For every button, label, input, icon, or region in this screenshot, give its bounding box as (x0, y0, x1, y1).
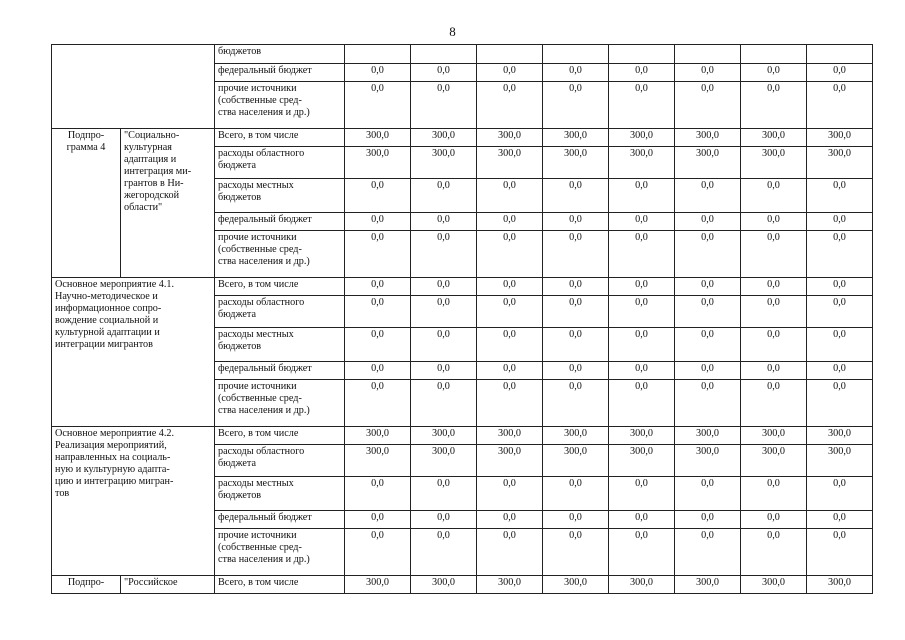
value-cell: 0,0 (807, 529, 873, 576)
value-cell: 0,0 (675, 82, 741, 129)
value-cell: 0,0 (609, 477, 675, 511)
value-cell: 0,0 (345, 179, 411, 213)
value-cell: 300,0 (543, 445, 609, 477)
value-cell: 300,0 (741, 427, 807, 445)
value-cell (609, 45, 675, 64)
value-cell: 300,0 (345, 147, 411, 179)
value-cell: 0,0 (807, 511, 873, 529)
value-cell: 0,0 (807, 477, 873, 511)
value-cell: 0,0 (345, 362, 411, 380)
value-cell: 300,0 (807, 445, 873, 477)
subprogram-5-label: Подпро- (52, 576, 121, 594)
value-cell: 0,0 (345, 82, 411, 129)
value-cell: 0,0 (675, 362, 741, 380)
value-cell: 0,0 (675, 179, 741, 213)
table-row (52, 129, 873, 147)
value-cell: 300,0 (543, 129, 609, 147)
value-cell: 0,0 (675, 529, 741, 576)
funding-source-cell: расходы местных бюджетов (215, 179, 345, 213)
value-cell: 0,0 (741, 477, 807, 511)
value-cell: 300,0 (741, 576, 807, 594)
value-cell: 0,0 (477, 64, 543, 82)
value-cell: 300,0 (675, 427, 741, 445)
funding-source-cell: Всего, в том числе (215, 278, 345, 296)
value-cell: 0,0 (675, 278, 741, 296)
value-cell: 0,0 (411, 362, 477, 380)
value-cell: 0,0 (807, 82, 873, 129)
value-cell: 0,0 (741, 328, 807, 362)
value-cell: 0,0 (543, 64, 609, 82)
funding-source-cell: расходы областного бюджета (215, 445, 345, 477)
value-cell: 300,0 (345, 445, 411, 477)
funding-source-cell: расходы местных бюджетов (215, 328, 345, 362)
value-cell: 0,0 (543, 213, 609, 231)
value-cell: 300,0 (741, 147, 807, 179)
budget-table-body (52, 45, 873, 594)
funding-source-cell: федеральный бюджет (215, 511, 345, 529)
funding-source-cell: Всего, в том числе (215, 129, 345, 147)
value-cell: 0,0 (411, 511, 477, 529)
value-cell: 300,0 (675, 576, 741, 594)
funding-source-cell: федеральный бюджет (215, 213, 345, 231)
subprogram-5-name: "Российское (121, 576, 215, 594)
funding-source-cell: прочие источники (собственные сред- ства населения и др.) (215, 380, 345, 427)
value-cell: 0,0 (675, 231, 741, 278)
value-cell: 0,0 (345, 529, 411, 576)
value-cell: 0,0 (345, 328, 411, 362)
value-cell: 0,0 (411, 213, 477, 231)
value-cell: 0,0 (345, 511, 411, 529)
value-cell: 300,0 (477, 576, 543, 594)
value-cell: 300,0 (609, 427, 675, 445)
value-cell: 0,0 (345, 477, 411, 511)
value-cell: 0,0 (345, 64, 411, 82)
value-cell: 0,0 (675, 64, 741, 82)
value-cell: 0,0 (477, 213, 543, 231)
value-cell: 0,0 (675, 511, 741, 529)
funding-source-cell: прочие источники (собственные сред- ства населения и др.) (215, 82, 345, 129)
value-cell: 0,0 (609, 511, 675, 529)
value-cell: 300,0 (741, 445, 807, 477)
funding-source-cell: бюджетов (215, 45, 345, 64)
value-cell: 0,0 (675, 380, 741, 427)
value-cell: 300,0 (675, 129, 741, 147)
value-cell: 0,0 (675, 328, 741, 362)
value-cell: 300,0 (477, 427, 543, 445)
value-cell: 0,0 (477, 231, 543, 278)
value-cell: 300,0 (411, 445, 477, 477)
value-cell: 0,0 (807, 64, 873, 82)
value-cell: 0,0 (345, 213, 411, 231)
value-cell: 0,0 (477, 179, 543, 213)
table-row (52, 427, 873, 445)
value-cell: 0,0 (543, 380, 609, 427)
value-cell: 300,0 (807, 427, 873, 445)
value-cell: 0,0 (477, 380, 543, 427)
value-cell: 0,0 (741, 296, 807, 328)
funding-source-cell: Всего, в том числе (215, 576, 345, 594)
value-cell: 0,0 (411, 328, 477, 362)
value-cell: 300,0 (609, 147, 675, 179)
value-cell: 0,0 (543, 511, 609, 529)
value-cell: 0,0 (411, 380, 477, 427)
value-cell: 300,0 (609, 576, 675, 594)
value-cell: 0,0 (411, 231, 477, 278)
value-cell: 0,0 (477, 477, 543, 511)
value-cell: 0,0 (807, 213, 873, 231)
value-cell: 300,0 (807, 129, 873, 147)
value-cell: 300,0 (477, 129, 543, 147)
value-cell: 300,0 (345, 129, 411, 147)
value-cell: 300,0 (675, 147, 741, 179)
value-cell: 300,0 (741, 129, 807, 147)
value-cell: 0,0 (543, 231, 609, 278)
value-cell (675, 45, 741, 64)
value-cell: 0,0 (741, 179, 807, 213)
value-cell: 300,0 (477, 147, 543, 179)
funding-source-cell: расходы областного бюджета (215, 147, 345, 179)
value-cell: 0,0 (609, 179, 675, 213)
carryover-cell (52, 45, 215, 129)
funding-source-cell: расходы местных бюджетов (215, 477, 345, 511)
value-cell: 0,0 (411, 477, 477, 511)
value-cell: 0,0 (543, 82, 609, 129)
value-cell: 0,0 (543, 477, 609, 511)
funding-source-cell: федеральный бюджет (215, 64, 345, 82)
page-number: 8 (449, 24, 456, 39)
value-cell: 300,0 (807, 147, 873, 179)
value-cell: 0,0 (609, 328, 675, 362)
value-cell: 0,0 (543, 278, 609, 296)
measure-4-2-description: Основное мероприятие 4.2. Реализация мероприятий, направленных на социаль- ную и культурную адапта- цию и интеграцию мигран- тов (52, 427, 215, 576)
value-cell: 0,0 (807, 231, 873, 278)
value-cell: 0,0 (477, 278, 543, 296)
funding-source-cell: Всего, в том числе (215, 427, 345, 445)
subprogram-4-label: Подпро- грамма 4 (52, 129, 121, 278)
value-cell: 300,0 (807, 576, 873, 594)
value-cell: 300,0 (477, 445, 543, 477)
measure-4-1-description: Основное мероприятие 4.1. Научно-методическое и информационное сопро- вождение социальной и культурной адаптации и интеграции мигрантов (52, 278, 215, 427)
value-cell: 0,0 (345, 278, 411, 296)
value-cell: 0,0 (477, 511, 543, 529)
value-cell (543, 45, 609, 64)
funding-source-cell: прочие источники (собственные сред- ства населения и др.) (215, 529, 345, 576)
value-cell: 300,0 (543, 576, 609, 594)
value-cell: 0,0 (411, 179, 477, 213)
value-cell: 300,0 (411, 129, 477, 147)
value-cell: 0,0 (345, 231, 411, 278)
value-cell (345, 45, 411, 64)
value-cell: 300,0 (609, 445, 675, 477)
value-cell: 0,0 (609, 82, 675, 129)
value-cell: 300,0 (675, 445, 741, 477)
value-cell (411, 45, 477, 64)
table-row (52, 576, 873, 594)
value-cell: 0,0 (477, 296, 543, 328)
value-cell: 0,0 (741, 511, 807, 529)
funding-source-cell: федеральный бюджет (215, 362, 345, 380)
value-cell: 300,0 (411, 147, 477, 179)
value-cell: 0,0 (741, 380, 807, 427)
value-cell: 0,0 (609, 380, 675, 427)
value-cell: 0,0 (345, 296, 411, 328)
value-cell: 0,0 (609, 213, 675, 231)
value-cell: 0,0 (411, 82, 477, 129)
value-cell: 0,0 (741, 82, 807, 129)
table-row (52, 278, 873, 296)
value-cell: 0,0 (675, 213, 741, 231)
value-cell: 0,0 (741, 529, 807, 576)
value-cell: 0,0 (477, 362, 543, 380)
value-cell: 0,0 (609, 296, 675, 328)
subprogram-4-name: "Социально- культурная адаптация и интеграция ми- грантов в Ни- жегородской области" (121, 129, 215, 278)
value-cell: 0,0 (411, 64, 477, 82)
value-cell: 0,0 (609, 231, 675, 278)
value-cell: 0,0 (609, 64, 675, 82)
value-cell: 0,0 (345, 380, 411, 427)
value-cell (807, 45, 873, 64)
value-cell: 0,0 (543, 362, 609, 380)
value-cell: 0,0 (543, 296, 609, 328)
value-cell (741, 45, 807, 64)
value-cell: 0,0 (543, 328, 609, 362)
value-cell: 0,0 (675, 477, 741, 511)
value-cell: 0,0 (609, 362, 675, 380)
value-cell: 0,0 (807, 380, 873, 427)
value-cell: 0,0 (411, 296, 477, 328)
funding-source-cell: расходы областного бюджета (215, 296, 345, 328)
value-cell: 0,0 (741, 64, 807, 82)
value-cell: 0,0 (477, 529, 543, 576)
value-cell: 0,0 (411, 529, 477, 576)
value-cell: 300,0 (543, 427, 609, 445)
value-cell: 300,0 (345, 427, 411, 445)
value-cell: 0,0 (609, 278, 675, 296)
value-cell: 0,0 (741, 213, 807, 231)
funding-source-cell: прочие источники (собственные сред- ства населения и др.) (215, 231, 345, 278)
value-cell: 300,0 (411, 576, 477, 594)
budget-table (51, 44, 873, 594)
value-cell: 0,0 (807, 179, 873, 213)
value-cell (477, 45, 543, 64)
value-cell: 300,0 (543, 147, 609, 179)
table-row (52, 45, 873, 64)
value-cell: 300,0 (609, 129, 675, 147)
value-cell: 300,0 (345, 576, 411, 594)
value-cell: 0,0 (807, 296, 873, 328)
value-cell: 0,0 (741, 278, 807, 296)
value-cell: 0,0 (411, 278, 477, 296)
value-cell: 0,0 (807, 362, 873, 380)
value-cell: 0,0 (675, 296, 741, 328)
value-cell: 0,0 (807, 278, 873, 296)
value-cell: 0,0 (543, 529, 609, 576)
value-cell: 0,0 (543, 179, 609, 213)
value-cell: 0,0 (807, 328, 873, 362)
value-cell: 0,0 (741, 362, 807, 380)
value-cell: 0,0 (609, 529, 675, 576)
value-cell: 0,0 (741, 231, 807, 278)
value-cell: 0,0 (477, 82, 543, 129)
value-cell: 0,0 (477, 328, 543, 362)
value-cell: 300,0 (411, 427, 477, 445)
